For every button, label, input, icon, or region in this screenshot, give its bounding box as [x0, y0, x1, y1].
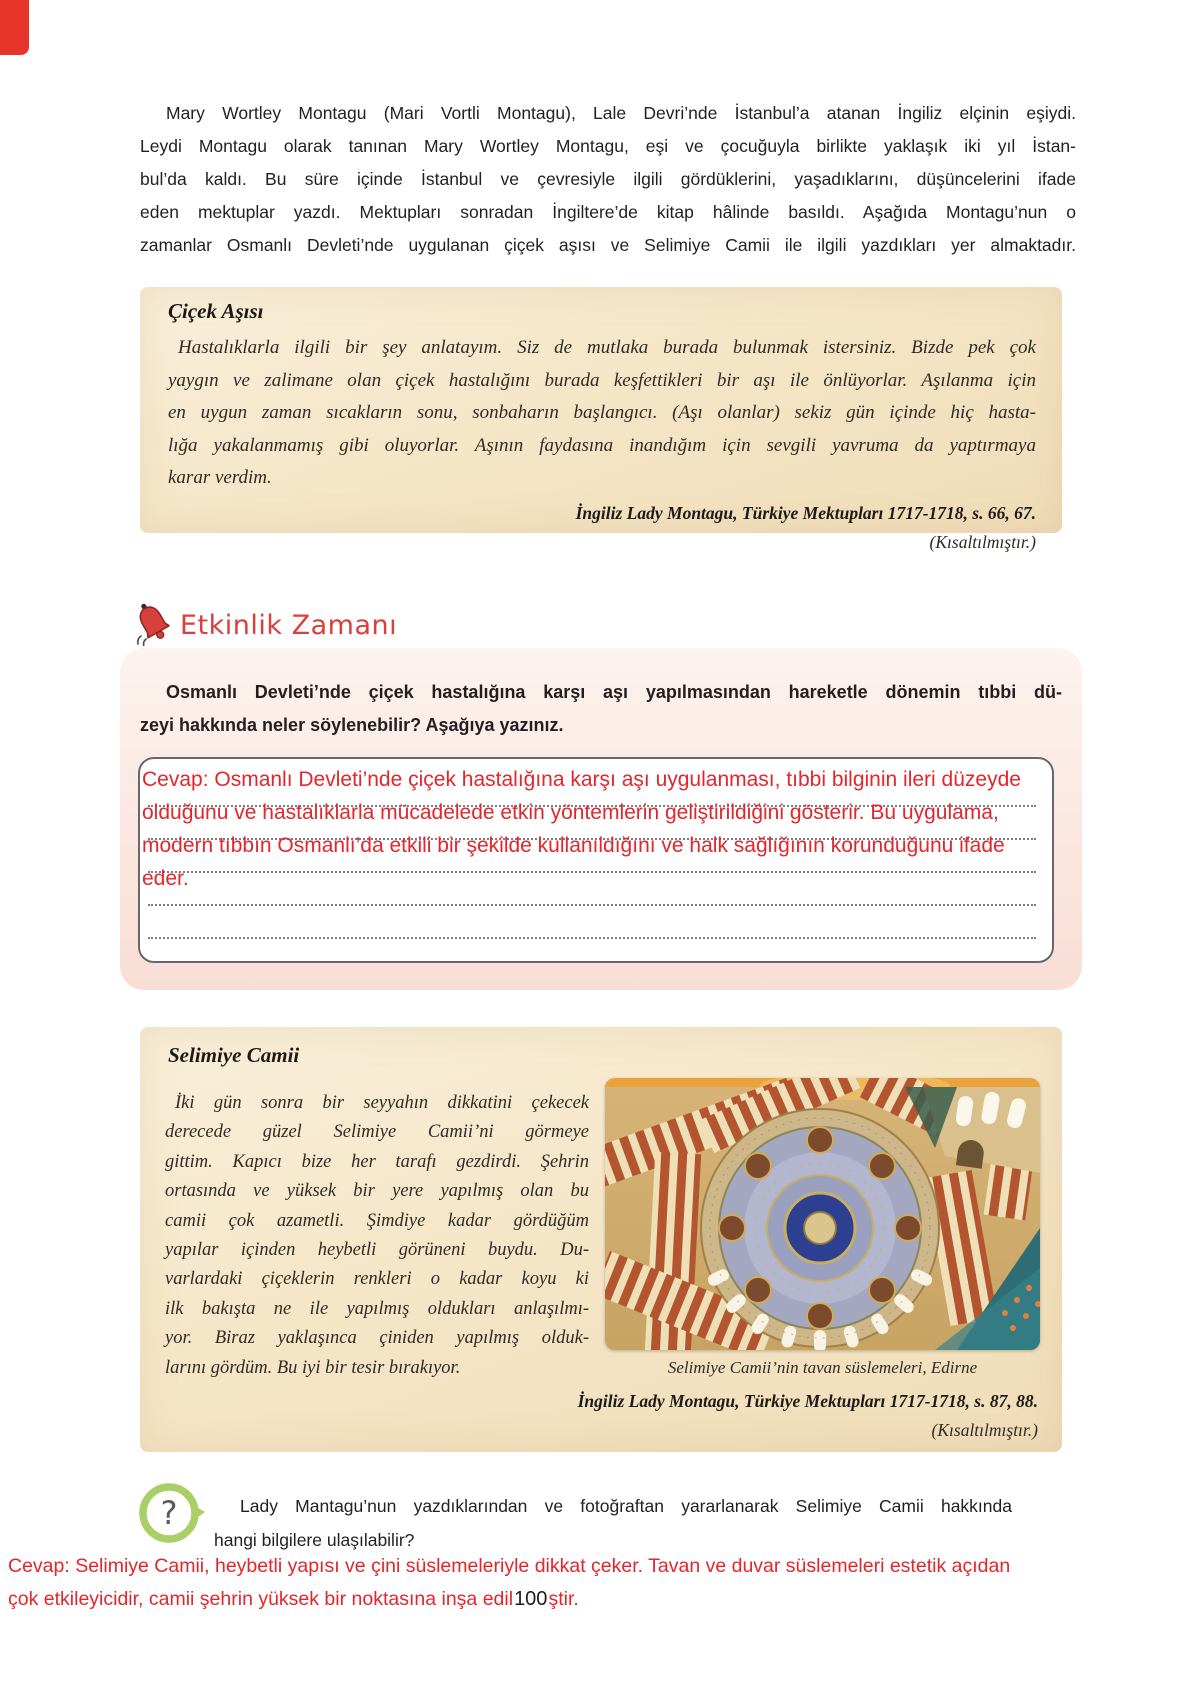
selimiye-line: ortasında ve yüksek bir yere yapılmış olan bu — [165, 1181, 589, 1202]
selimiye-line: gittim. Kapıcı bize her tarafı gezdirdi. Şehrin — [165, 1151, 589, 1172]
selimiye-box-title: Selimiye Camii — [168, 1043, 300, 1067]
page-corner-tab — [0, 0, 29, 55]
intro-paragraph — [140, 97, 1076, 262]
cicek-line: lığa yakalanmamış gibi oluyorlar. Aşının faydasına inandığım için sevgili yavruma da yaptırmaya — [168, 434, 1036, 456]
selimiye-box — [140, 1027, 1062, 1452]
bottom-question-line: Lady Mantagu’nun yazdıklarından ve fotoğraftan yararlanarak Selimiye Camii hakkında — [240, 1496, 1012, 1516]
intro-line: eden mektuplar yazdı. Mektupları sonradan İngiltere’de kitap hâlinde basıldı. Aşağıda Montagu’nun o — [140, 202, 1076, 222]
activity-answer-line: Cevap: Osmanlı Devleti’nde çiçek hastalığına karşı aşı uygulanması, tıbbi bilginin ileri düzeyde — [142, 768, 1021, 791]
intro-line: bul’da kaldı. Bu süre içinde İstanbul ve çevresiyle ilgili gördüklerini, yaşadıklarını, düşüncelerini ifade — [140, 169, 1076, 189]
bottom-question — [214, 1490, 1012, 1557]
activity-answer-line: eder. — [142, 867, 189, 890]
selimiye-line: varlardaki çiçeklerin renkleri o kadar koyu ki — [165, 1269, 589, 1290]
intro-line: Leydi Montagu olarak tanınan Mary Wortley Montagu, eşi ve çocuğuyla birlikte yaklaşık iki yıl İstan- — [140, 136, 1076, 156]
activity-heading-label: Etkinlik Zamanı — [180, 610, 398, 641]
selimiye-line: derecede güzel Selimiye Camii’ni görmeye — [165, 1122, 589, 1143]
activity-answer-line: olduğunu ve hastalıklarla mücadelede etkin yöntemlerin geliştirildiğini gösterir. Bu uygulama, — [142, 801, 999, 824]
selimiye-line: İki gün sonra bir seyyahın dikkatini çekecek — [175, 1093, 589, 1113]
bottom-question-line: hangi bilgilere ulaşılabilir? — [214, 1529, 415, 1550]
selimiye-box-body — [165, 1089, 589, 1383]
bottom-answer-line: Cevap: Selimiye Camii, heybetli yapısı ve çini süslemeleriyle dikkat çeker. Tavan ve duvar süslemeleri estetik açıdan — [8, 1555, 1011, 1577]
selimiye-line: ilk bakışta ne ile yapılmış oldukları anlaşılmı- — [165, 1298, 589, 1319]
dotted-line — [148, 937, 1036, 939]
cicek-line: Hastalıklarla ilgili bir şey anlatayım. Siz de mutlaka burada bulunmak istersiniz. Bizde pek çok — [178, 337, 1036, 358]
activity-answer-line: modern tıbbın Osmanlı’da etkili bir şekilde kullanıldığını ve halk sağlığının korunduğunu ifade — [142, 834, 1005, 857]
selimiye-line: yor. Biraz yaklaşınca çiniden yapılmış olduk- — [165, 1328, 589, 1349]
activity-heading — [134, 598, 397, 651]
selimiye-line: yapılar içinden heybetli görüneni buydu. Du- — [165, 1240, 589, 1261]
bottom-answer-line: çok etkileyicidir, camii şehrin yüksek bir noktasına inşa edil100ştir. — [8, 1587, 579, 1610]
activity-question-line: zeyi hakkında neler söylenebilir? Aşağıya yazınız. — [140, 715, 564, 735]
selimiye-source: İngiliz Lady Montagu, Türkiye Mektupları 1717-1718, s. 87, 88. — [577, 1391, 1038, 1411]
svg-text:?: ? — [160, 1494, 178, 1532]
cicek-line: karar verdim. — [168, 467, 272, 488]
cicek-source-note: (Kısaltılmıştır.) — [929, 531, 1036, 552]
cicek-line: en uygun zaman sıcakların sonu, sonbaharın başlangıcı. (Aşı olanlar) sekiz gün içinde hiç hasta- — [168, 402, 1036, 423]
bell-icon — [134, 598, 174, 651]
activity-question-line: Osmanlı Devleti’nde çiçek hastalığına karşı aşı yapılmasından hareketle dönemin tıbbi dü- — [166, 682, 1062, 702]
cicek-source: İngiliz Lady Montagu, Türkiye Mektupları 1717-1718, s. 66, 67. — [575, 502, 1036, 523]
cicek-box-title: Çiçek Aşısı — [168, 299, 264, 323]
cicek-line: yaygın ve zalimane olan çiçek hastalığını burada keşfettikleri bir aşı ile önlüyorlar. Aşılanma için — [168, 369, 1036, 391]
intro-line: Mary Wortley Montagu (Mari Vortli Montagu), Lale Devri’nde İstanbul’a atanan İngiliz elçinin eşiydi. — [166, 103, 1076, 123]
selimiye-source-note: (Kısaltılmıştır.) — [931, 1420, 1038, 1440]
intro-line: zamanlar Osmanlı Devleti’nde uygulanan çiçek aşısı ve Selimiye Camii ile ilgili yazdıkları yer almaktadır. — [140, 235, 1076, 255]
activity-question — [140, 676, 1062, 742]
selimiye-line: larını gördüm. Bu iyi bir tesir bırakıyor. — [165, 1357, 461, 1378]
cicek-asisi-box — [140, 287, 1062, 552]
bottom-answer-text[interactable] — [8, 1550, 1178, 1615]
selimiye-ceiling-photo — [605, 1078, 1040, 1350]
selimiye-line: camii çok azametli. Şimdiye kadar gördüğüm — [165, 1210, 589, 1231]
cicek-box-body — [168, 332, 1036, 495]
page-number: 100 — [514, 1587, 548, 1610]
question-bubble-icon — [138, 1480, 206, 1551]
activity-answer-text[interactable] — [142, 763, 1132, 895]
dotted-line — [148, 904, 1036, 906]
photo-caption: Selimiye Camii’nin tavan süslemeleri, Edirne — [667, 1358, 978, 1377]
